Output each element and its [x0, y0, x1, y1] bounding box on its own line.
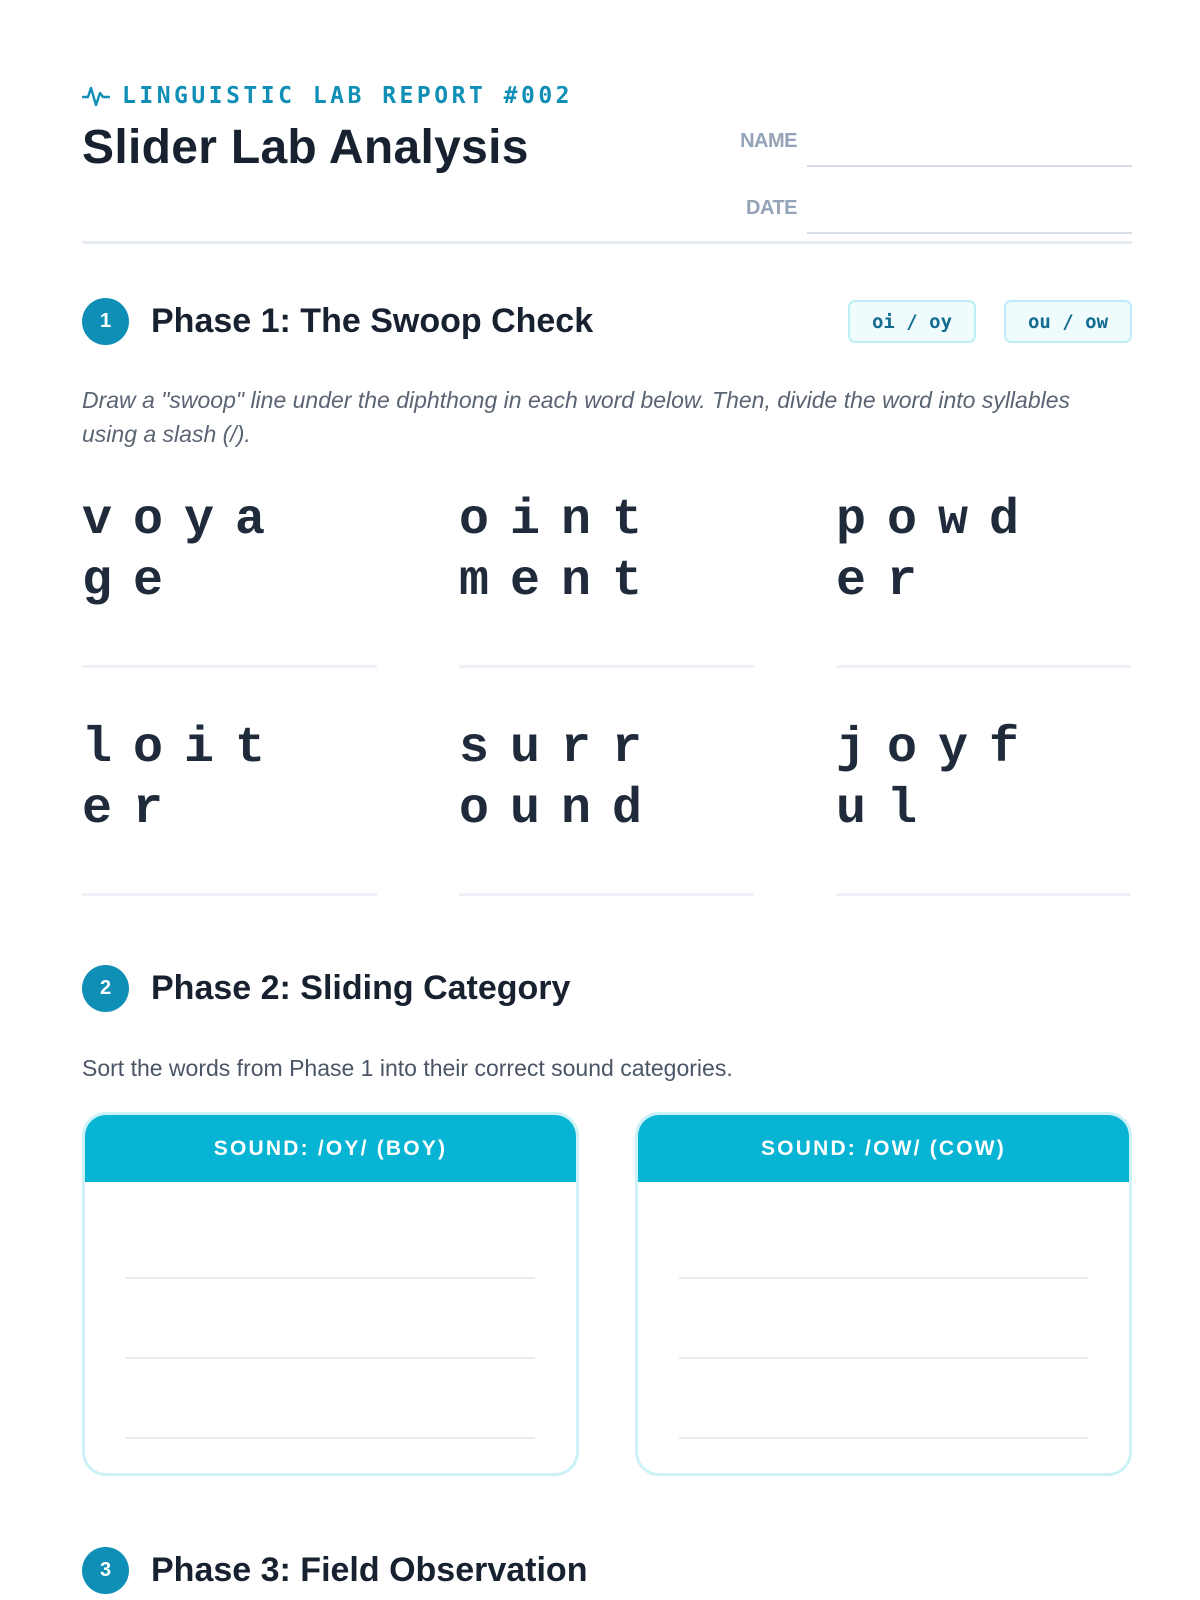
- phase3-number-badge: 3: [82, 1547, 129, 1594]
- phase3-heading: [82, 1546, 1132, 1594]
- phase1-title: Phase 1: The Swoop Check: [151, 301, 594, 340]
- report-kicker-text: LINGUISTIC LAB REPORT #002: [122, 83, 574, 109]
- word-answer-line[interactable]: [459, 665, 754, 668]
- word-text: loiter: [82, 720, 287, 838]
- phase1-instructions: Draw a "swoop" line under the diphthong in each word below. Then, divide the word into syllables using a slash (/).: [82, 387, 1071, 447]
- activity-pulse-icon: [82, 82, 110, 110]
- word-answer-line[interactable]: [82, 665, 377, 668]
- word-card: [836, 718, 1131, 946]
- word-answer-line[interactable]: [82, 893, 377, 896]
- word-card: [82, 718, 377, 946]
- word-card: [459, 718, 754, 946]
- word-text: joyful: [836, 720, 1041, 838]
- diphthong-pills: [848, 300, 1132, 343]
- phase2-number-badge: 2: [82, 965, 129, 1012]
- oy-answer-line[interactable]: [126, 1437, 535, 1439]
- name-field-line[interactable]: [807, 165, 1132, 167]
- date-field-line[interactable]: [807, 232, 1132, 234]
- word-card: [836, 490, 1131, 718]
- word-answer-line[interactable]: [459, 893, 754, 896]
- ow-answer-line[interactable]: [679, 1437, 1088, 1439]
- page-title: Slider Lab Analysis: [82, 121, 529, 174]
- phase2-title: Phase 2: Sliding Category: [151, 968, 571, 1007]
- worksheet-page: [82, 0, 1132, 1600]
- name-field-label: NAME: [740, 130, 797, 152]
- word-card: [459, 490, 754, 718]
- word-text: ointment: [459, 492, 664, 610]
- oy-answer-line[interactable]: [126, 1277, 535, 1279]
- ow-answer-line[interactable]: [679, 1357, 1088, 1359]
- phase2-heading: [82, 964, 1132, 1012]
- word-grid: [82, 490, 1132, 946]
- name-field[interactable]: [732, 117, 1132, 167]
- word-card: [82, 490, 377, 718]
- ow-answer-line[interactable]: [679, 1277, 1088, 1279]
- pill-oi-oy: oi / oy: [848, 300, 976, 343]
- report-kicker: [82, 82, 573, 110]
- phase1-heading: [82, 297, 1132, 345]
- date-field-label: DATE: [746, 197, 797, 219]
- word-answer-line[interactable]: [836, 893, 1131, 896]
- phase1-number-badge: 1: [82, 298, 129, 345]
- oy-answer-line[interactable]: [126, 1357, 535, 1359]
- ow-category-header: SOUND: /OW/ (COW): [638, 1115, 1129, 1182]
- word-text: powder: [836, 492, 1041, 610]
- report-header: [82, 80, 1132, 244]
- date-field[interactable]: [732, 184, 1132, 234]
- word-text: voyage: [82, 492, 287, 610]
- word-text: surround: [459, 720, 664, 838]
- ow-category-box: [635, 1112, 1132, 1476]
- oy-category-header: SOUND: /OY/ (BOY): [85, 1115, 576, 1182]
- oy-category-box: [82, 1112, 579, 1476]
- pill-ou-ow: ou / ow: [1004, 300, 1132, 343]
- word-answer-line[interactable]: [836, 665, 1131, 668]
- phase3-title: Phase 3: Field Observation: [151, 1550, 588, 1589]
- phase2-instructions: Sort the words from Phase 1 into their correct sound categories.: [82, 1055, 733, 1081]
